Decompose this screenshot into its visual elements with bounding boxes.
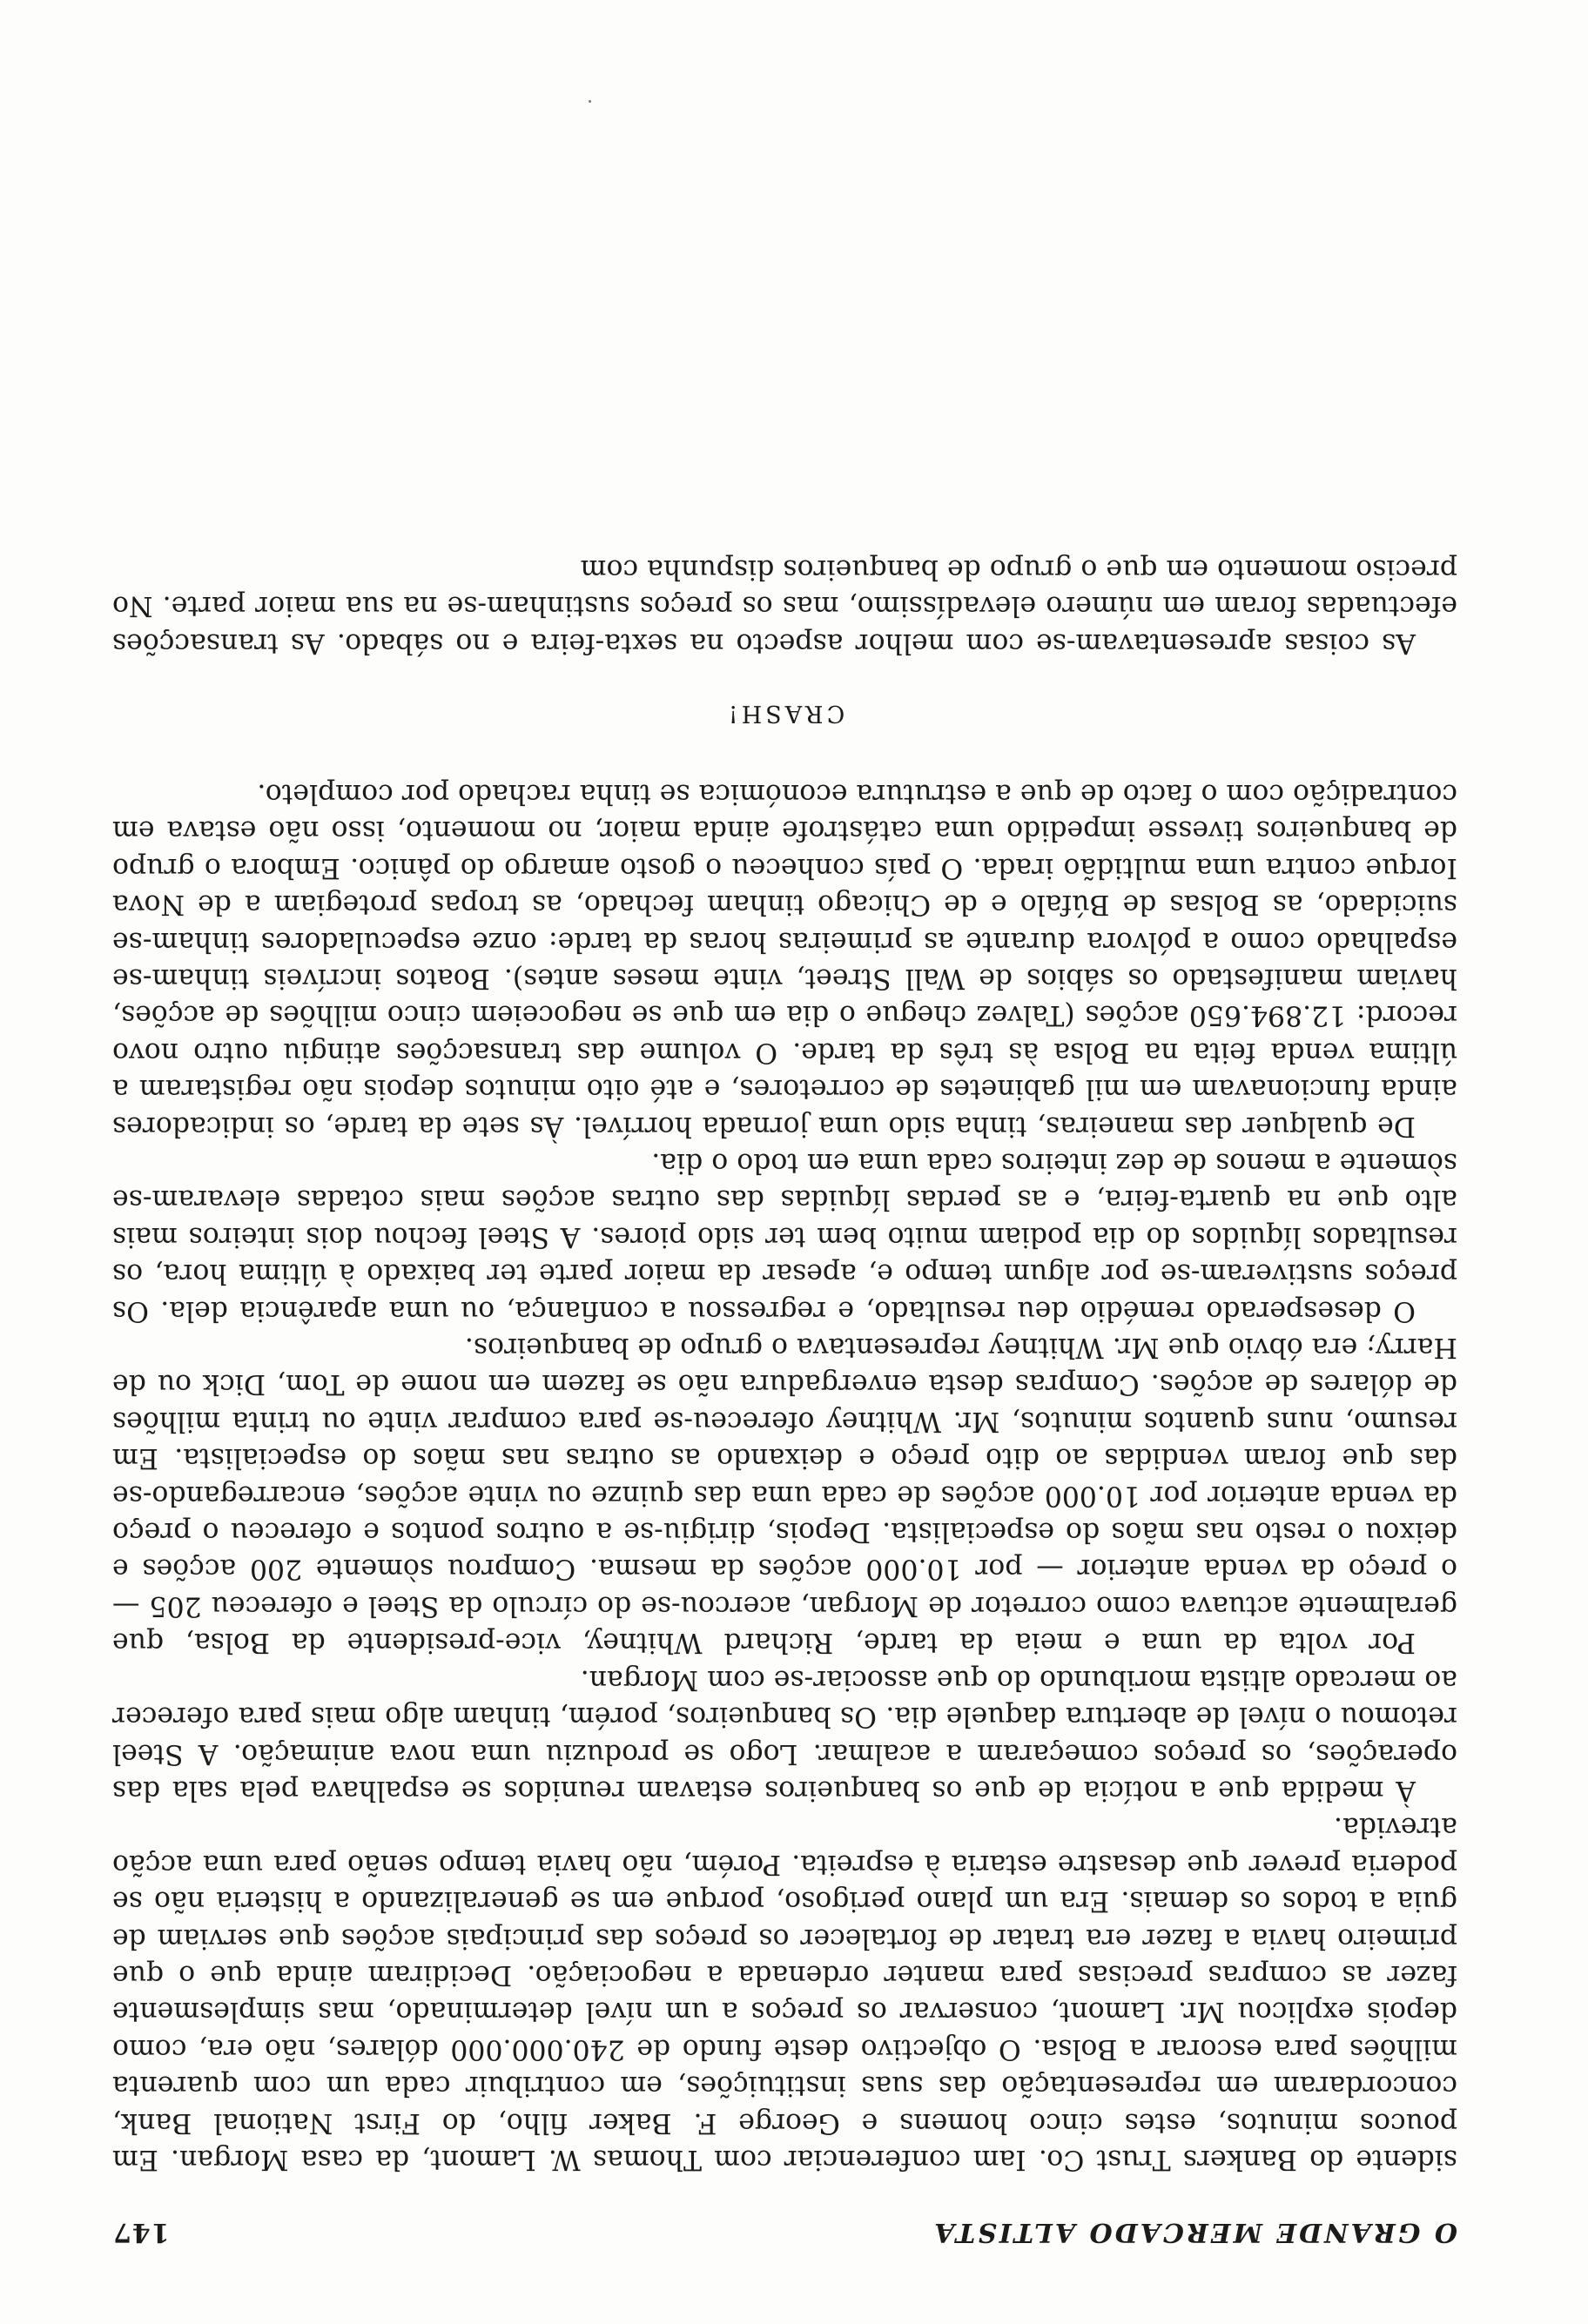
page-content: [112, 550, 1457, 2247]
body-text: [112, 550, 1457, 2178]
paragraph-5: De qualquer das maneiras, tinha sido uma jornada horrível. Às sete da tarde, os indicadores ainda funcionavam em mil gabinetes de corretores, e até oito minutos depois não registaram a última venda feita na Bolsa às três da tarde. O volume das transacções atingiu outro novo record: 12.894.650 acções (Talvez chegue o dia em que se negoceiem cinco milhões de acções, haviam manifestado os sábios de Wall Street, vinte meses antes). Boatos incríveis tinham-se espalhado como a pólvora durante as primeiras horas da tarde: onze especuladores tinham-se suicidado, as Bolsas de Búfalo e de Chicago tinham fechado, as tropas protegiam a de Nova Iorque contra uma multidão irada. O país conheceu o gosto amargo do pânico. Embora o grupo de banqueiros tivesse impedido uma catástrofe ainda maior, no momento, isso não estava em contradição com o facto de que a estrutura económica se tinha rachado por completo.: [112, 777, 1457, 1142]
paragraph-4: O desesperado remédio deu resultado, e regressou a confiança, ou uma aparência dela. Os preços sustiveram-se por algum tempo e, apesar da maior parte ter baixado à última hora, os resultados líquidos do dia podiam muito bem ter sido piores. A Steel fechou dois inteiros mais alto que na quarta-feira, e as perdas líquidas das outras acções mais cotadas elevaram-se sòmente a menos de dez inteiros cada uma em todo o dia.: [112, 1147, 1457, 1327]
paragraph-1: sidente do Bankers Trust Co. Iam conferenciar com Thomas W. Lamont, da casa Morgan. Em poucos minutos, estes cinco homens e George F. Baker filho, do First National Bank, concordaram em representação das suas instituições, em contribuir cada um com quarenta milhões para escorar a Bolsa. O objectivo deste fundo de 240.000.000 dólares, não era, como depois explicou Mr. Lamont, conservar os preços a um nível determinado, mas simplesmente fazer as compras precisas para manter ordenada a negociação. Decidiram ainda que o que primeiro havia a fazer era tratar de fortalecer os preços das principais acções que serviam de guia a todos os demais. Era um plano perigoso, porque em se generalizando a histeria não se poderia prever que desastre estaria à espreita. Porém, não havia tempo senão para uma acção atrevida.: [112, 1811, 1457, 2175]
paragraph-3: Por volta da uma e meia da tarde, Richard Whitney, vice-presidente da Bolsa, que geralmente actuava como corretor de Morgan, acercou-se do círculo da Steel e ofereceu 205 — o preço da venda anterior — por 10.000 acções da mesma. Comprou sòmente 200 acções e deixou o resto nas mãos do especialista. Depois, dirigiu-se a outros pontos e ofereceu o preço da venda anterior por 10.000 acções de cada uma das quinze ou vinte acções, encarregando-se das que foram vendidas ao dito preço e deixando as outras nas mãos do especialista. Em resumo, nuns quantos minutos, Mr. Whitney ofereceu-se para comprar vinte ou trinta milhões de dólares de acções. Compras desta envergadura não se fazem em nome de Tom, Dick ou de Harry; era óbvio que Mr. Whitney representava o grupo de banqueiros.: [112, 1332, 1457, 1659]
running-title: O GRANDE MERCADO ALTISTA: [932, 2217, 1457, 2247]
paragraph-6: As coisas apresentavam-se com melhor aspecto na sexta-feira e no sábado. As transacções efectuadas foram em número elevadíssimo, mas os preços sustinham-se na sua maior parte. No preciso momento em que o grupo de banqueiros dispunha com: [112, 553, 1457, 659]
section-title: CRASH!: [724, 699, 845, 727]
paragraph-2: À medida que a notícia de que os banqueiros estavam reunidos se espalhava pela sala das operações, os preços começaram a acalmar. Logo se produziu uma nova animação. A Steel retomou o nível de abertura daquele dia. Os banqueiros, porém, tinham algo mais para oferecer ao mercado altista moribundo do que associar-se com Morgan.: [112, 1663, 1457, 1806]
scan-speck: [589, 100, 591, 103]
page-header: [112, 2190, 1457, 2247]
page-number: 147: [112, 2217, 170, 2247]
